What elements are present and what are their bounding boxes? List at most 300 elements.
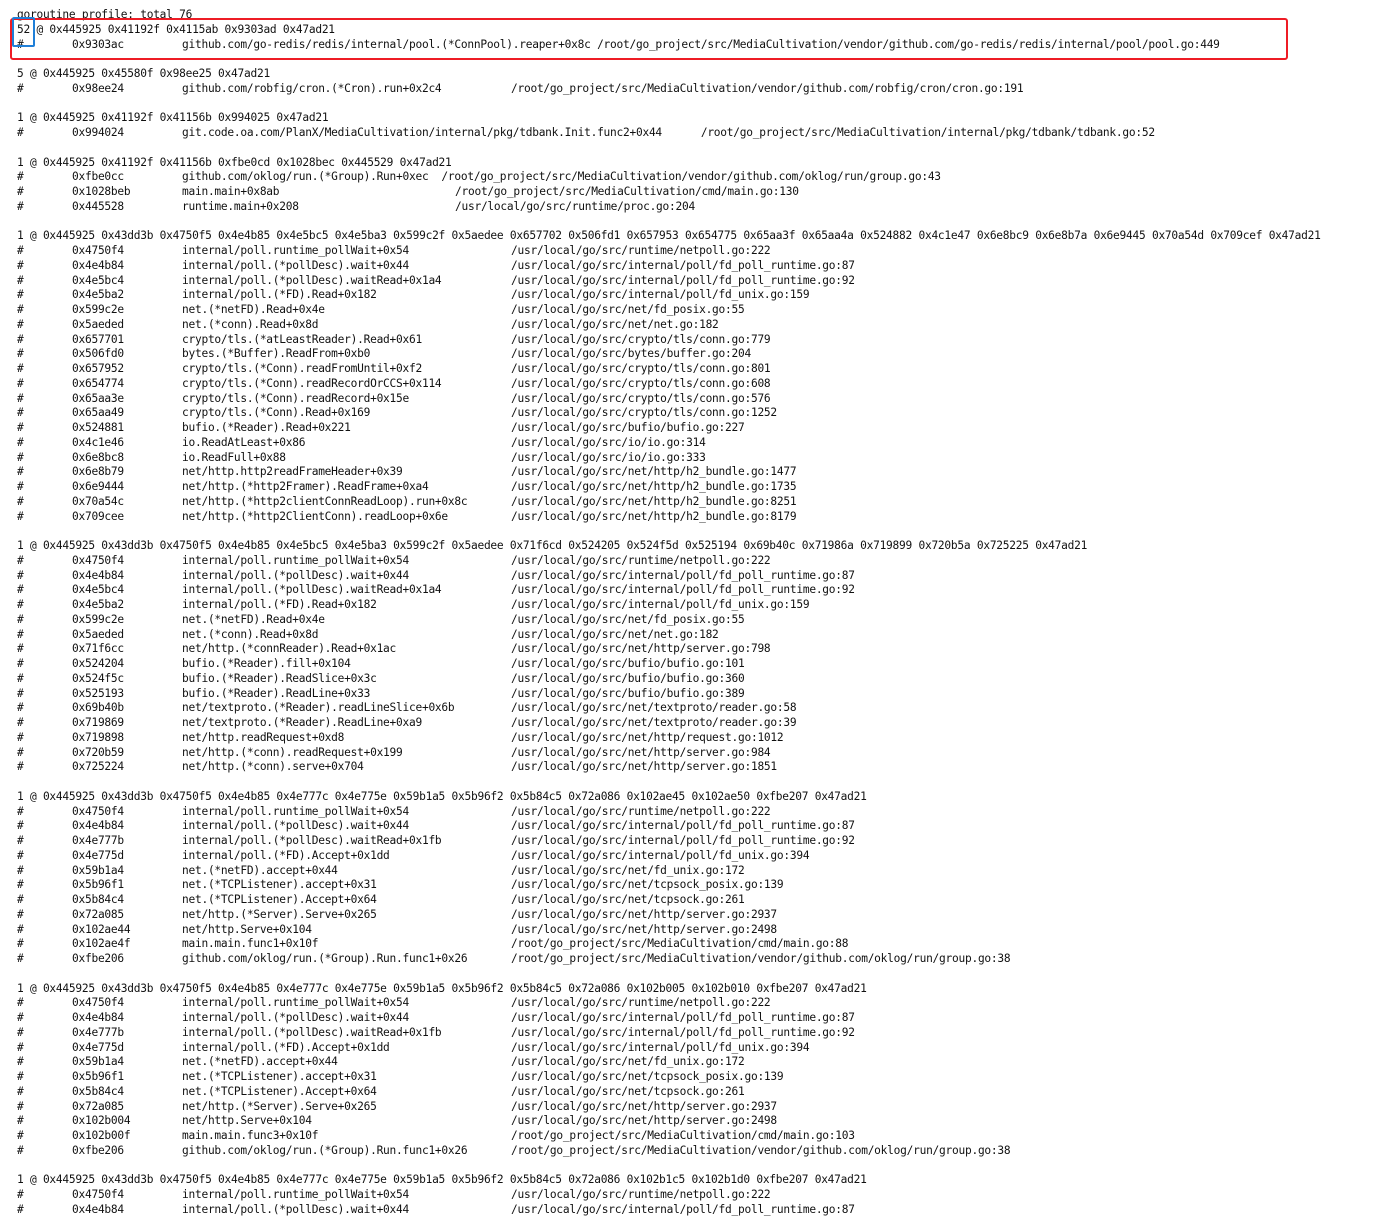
frame-function: bufio.(*Reader).ReadLine+0x33 (182, 686, 371, 700)
frame-hash: # (17, 509, 24, 523)
frame-function: net.(*conn).Read+0x8d (182, 317, 319, 331)
frame-address: 0x445528 (72, 199, 124, 213)
frame-address: 0x4750f4 (72, 553, 124, 567)
group-separator (17, 775, 1321, 790)
stack-frame-row (17, 613, 1321, 628)
frame-hash: # (17, 37, 24, 51)
stack-frame-row (17, 392, 1321, 407)
stack-frame-row (17, 1070, 1321, 1085)
frame-function: net/http.(*http2ClientConn).readLoop+0x6e (182, 509, 448, 523)
frame-address: 0x59b1a4 (72, 1055, 124, 1069)
stack-frame-row (17, 1188, 1321, 1203)
stack-frame-row (17, 1129, 1321, 1144)
frame-function: net.(*TCPListener).accept+0x31 (182, 1070, 377, 1083)
frame-address: 0x4e4b84 (72, 568, 124, 582)
frame-file-location: /root/go_project/src/MediaCultivation/vendor/github.com/robfig/cron/cron.go:191 (511, 81, 1024, 95)
frame-hash: # (17, 952, 24, 965)
goroutine-group (17, 23, 1321, 67)
frame-hash: # (17, 1070, 24, 1083)
stack-frame-row (17, 1144, 1321, 1159)
profile-text (17, 8, 1321, 1218)
frame-file-location: /usr/local/go/src/internal/poll/fd_poll_runtime.go:87 (511, 258, 855, 272)
frame-function: git.code.oa.com/PlanX/MediaCultivation/internal/pkg/tdbank.Init.func2+0x44 /root/go_project/src/MediaCultivation/internal/pkg/tdbank/tdbank.go:52 (182, 126, 1155, 139)
frame-hash: # (17, 288, 24, 302)
frame-address: 0x524204 (72, 657, 124, 670)
frame-file-location: /usr/local/go/src/net/http/server.go:798 (511, 642, 771, 656)
frame-function: internal/poll.(*pollDesc).wait+0x44 (182, 819, 409, 833)
frame-function: internal/poll.runtime_pollWait+0x54 (182, 244, 409, 257)
frame-hash: # (17, 1129, 24, 1142)
frame-file-location: /root/go_project/src/MediaCultivation/vendor/github.com/oklog/run/group.go:38 (511, 952, 1011, 965)
frame-hash: # (17, 81, 24, 95)
frame-address: 0x4750f4 (72, 244, 124, 257)
frame-address: 0x5b96f1 (72, 1070, 124, 1083)
frame-file-location: /usr/local/go/src/crypto/tls/conn.go:779 (511, 332, 771, 346)
frame-file-location: /usr/local/go/src/net/http/request.go:1012 (511, 730, 784, 744)
frame-function: bufio.(*Reader).fill+0x104 (182, 657, 351, 670)
frame-hash: # (17, 450, 24, 464)
stack-frame-row (17, 834, 1321, 849)
frame-hash: # (17, 760, 24, 774)
frame-hash: # (17, 1099, 24, 1113)
frame-file-location: /usr/local/go/src/bufio/bufio.go:101 (511, 657, 745, 670)
frame-hash: # (17, 332, 24, 346)
frame-file-location: /usr/local/go/src/bufio/bufio.go:360 (511, 671, 745, 685)
frame-function: internal/poll.(*pollDesc).waitRead+0x1fb (182, 834, 442, 847)
frame-file-location: /usr/local/go/src/crypto/tls/conn.go:608 (511, 376, 771, 390)
group-separator (17, 215, 1321, 230)
frame-hash: # (17, 465, 24, 479)
frame-function: main.main.func3+0x10f (182, 1129, 319, 1142)
frame-file-location: /usr/local/go/src/net/textproto/reader.go:39 (511, 716, 797, 729)
frame-file-location: /usr/local/go/src/net/http/h2_bundle.go:1735 (511, 480, 797, 493)
frame-function: internal/poll.(*FD).Read+0x182 (182, 598, 377, 611)
group-separator (17, 141, 1321, 156)
frame-hash: # (17, 1011, 24, 1024)
frame-function: internal/poll.(*FD).Accept+0x1dd (182, 1040, 390, 1054)
frame-function: io.ReadFull+0x88 (182, 450, 286, 464)
frame-address: 0x72a085 (72, 907, 124, 921)
stack-frame-row (17, 937, 1321, 952)
frame-address: 0x525193 (72, 686, 124, 700)
frame-hash: # (17, 1143, 24, 1157)
frame-function: github.com/oklog/run.(*Group).Run.func1+0x26 (182, 1143, 468, 1157)
frame-file-location: /usr/local/go/src/internal/poll/fd_poll_runtime.go:92 (511, 834, 855, 847)
frame-file-location: /root/go_project/src/MediaCultivation/cmd/main.go:103 (511, 1129, 855, 1142)
frame-file-location: /usr/local/go/src/crypto/tls/conn.go:801 (511, 362, 771, 375)
frame-hash: # (17, 937, 24, 951)
frame-address: 0x4e777b (72, 1025, 124, 1039)
frame-function: net/http.(*conn).readRequest+0x199 (182, 745, 403, 759)
frame-address: 0x70a54c (72, 494, 124, 508)
frame-file-location: /usr/local/go/src/net/tcpsock_posix.go:139 (511, 1070, 784, 1083)
stack-frame-row (17, 347, 1321, 362)
frame-address: 0x657952 (72, 362, 124, 375)
frame-address: 0x994024 (72, 126, 124, 139)
frame-address: 0x98ee24 (72, 81, 124, 95)
stack-frame-row (17, 451, 1321, 466)
frame-hash: # (17, 745, 24, 759)
stack-frame-row (17, 170, 1321, 185)
frame-hash: # (17, 258, 24, 272)
frame-file-location: /usr/local/go/src/net/tcpsock.go:261 (511, 893, 745, 906)
frame-function: bufio.(*Reader).ReadSlice+0x3c (182, 671, 377, 685)
stack-frame-row (17, 274, 1321, 289)
stack-frame-row (17, 731, 1321, 746)
frame-hash: # (17, 244, 24, 257)
frame-hash: # (17, 553, 24, 567)
goroutine-count-header: 1 @ 0x445925 0x43dd3b 0x4750f5 0x4e4b85 0x4e5bc5 0x4e5ba3 0x599c2f 0x5aedee 0x657702 0x506fd1 0x657953 0x654775 0x65aa3f 0x65aa4a 0x524882 0x4c1e47 0x6e8bc9 0x6e8b7a 0x6e9445 0x70a54d 0x709cef 0x47ad21 (17, 229, 1321, 243)
frame-function: internal/poll.(*pollDesc).waitRead+0x1fb (182, 1025, 442, 1039)
frame-function: net.(*netFD).Read+0x4e (182, 612, 325, 626)
stack-frame-row (17, 687, 1321, 702)
frame-file-location: /usr/local/go/src/runtime/netpoll.go:222 (511, 1188, 771, 1201)
frame-function: net.(*TCPListener).Accept+0x64 (182, 1084, 377, 1098)
frame-hash: # (17, 1188, 24, 1201)
stack-frame-row (17, 510, 1321, 525)
frame-function: net/http.(*http2Framer).ReadFrame+0xa4 (182, 480, 429, 493)
frame-function: net/textproto.(*Reader).ReadLine+0xa9 (182, 716, 422, 729)
frame-file-location: /usr/local/go/src/net/http/server.go:984 (511, 745, 771, 759)
frame-function: net/http.(*Server).Serve+0x265 (182, 1099, 377, 1113)
frame-function: net.(*TCPListener).Accept+0x64 (182, 893, 377, 906)
stack-frame-row (17, 642, 1321, 657)
frame-file-location: /root/go_project/src/MediaCultivation/cmd/main.go:130 (455, 185, 799, 198)
frame-hash: # (17, 612, 24, 626)
frame-hash: # (17, 834, 24, 847)
frame-hash: # (17, 199, 24, 213)
frame-address: 0x725224 (72, 760, 124, 774)
frame-file-location: /usr/local/go/src/io/io.go:333 (511, 450, 706, 464)
stack-frame-row (17, 628, 1321, 643)
frame-hash: # (17, 376, 24, 390)
frame-address: 0x4c1e46 (72, 435, 124, 449)
goroutine-count-header: 5 @ 0x445925 0x45580f 0x98ee25 0x47ad21 (17, 67, 270, 80)
goroutine-group (17, 1173, 1321, 1217)
stack-frame-row (17, 465, 1321, 480)
stack-frame-row (17, 495, 1321, 510)
frame-file-location: /usr/local/go/src/internal/poll/fd_poll_runtime.go:87 (511, 1202, 855, 1216)
stack-frame-row (17, 288, 1321, 303)
frame-address: 0x5aeded (72, 317, 124, 331)
frame-address: 0x4e777b (72, 834, 124, 847)
stack-frame-row (17, 746, 1321, 761)
goroutine-count-header: 1 @ 0x445925 0x43dd3b 0x4750f5 0x4e4b85 0x4e777c 0x4e775e 0x59b1a5 0x5b96f2 0x5b84c5 0x72a086 0x102ae45 0x102ae50 0xfbe207 0x47ad21 (17, 789, 867, 803)
frame-hash: # (17, 996, 24, 1010)
frame-address: 0x4e4b84 (72, 819, 124, 833)
frame-hash: # (17, 716, 24, 729)
frame-function: internal/poll.runtime_pollWait+0x54 (182, 1188, 409, 1201)
frame-file-location: /usr/local/go/src/bufio/bufio.go:389 (511, 686, 745, 700)
frame-function: github.com/go-redis/redis/internal/pool.(*ConnPool).reaper+0x8c /root/go_project/src/MediaCultivation/vendor/github.com/go-redis/redis/internal/pool/pool.go:449 (182, 37, 1220, 51)
stack-frame-row (17, 259, 1321, 274)
frame-file-location: /usr/local/go/src/internal/poll/fd_unix.go:159 (511, 288, 810, 302)
frame-address: 0x599c2e (72, 303, 124, 316)
frame-file-location: /usr/local/go/src/internal/poll/fd_poll_runtime.go:92 (511, 583, 855, 597)
frame-address: 0x4e5bc4 (72, 583, 124, 597)
frame-file-location: /usr/local/go/src/net/http/server.go:1851 (511, 760, 777, 774)
stack-frame-row (17, 421, 1321, 436)
stack-frame-row (17, 908, 1321, 923)
frame-file-location: /usr/local/go/src/net/http/server.go:2498 (511, 1114, 777, 1128)
stack-frame-row (17, 672, 1321, 687)
frame-hash: # (17, 317, 24, 331)
frame-address: 0x59b1a4 (72, 863, 124, 877)
group-separator (17, 967, 1321, 982)
frame-hash: # (17, 480, 24, 493)
frame-function: github.com/robfig/cron.(*Cron).run+0x2c4 (182, 81, 442, 95)
frame-address: 0x599c2e (72, 612, 124, 626)
frame-address: 0x9303ac (72, 37, 124, 51)
frame-file-location: /usr/local/go/src/net/fd_unix.go:172 (511, 863, 745, 877)
frame-function: net.(*netFD).Read+0x4e (182, 303, 325, 316)
stack-frame-row (17, 569, 1321, 584)
frame-address: 0x4750f4 (72, 1188, 124, 1201)
frame-function: net.(*conn).Read+0x8d (182, 627, 319, 641)
frame-file-location: /usr/local/go/src/bytes/buffer.go:204 (511, 347, 751, 361)
frame-function: net/textproto.(*Reader).readLineSlice+0x6b (182, 701, 455, 715)
frame-hash: # (17, 185, 24, 198)
frame-function: net/http.Serve+0x104 (182, 1114, 312, 1128)
frame-function: net.(*netFD).accept+0x44 (182, 863, 338, 877)
frame-function: crypto/tls.(*Conn).readFromUntil+0xf2 (182, 362, 422, 375)
frame-function: internal/poll.(*FD).Accept+0x1dd (182, 848, 390, 862)
frame-file-location: /usr/local/go/src/crypto/tls/conn.go:576 (511, 391, 771, 405)
frame-address: 0x720b59 (72, 745, 124, 759)
frame-file-location: /root/go_project/src/MediaCultivation/cmd/main.go:88 (511, 937, 849, 951)
stack-frame-row (17, 657, 1321, 672)
stack-frame-row (17, 185, 1321, 200)
group-separator (17, 524, 1321, 539)
stack-frame-row (17, 1026, 1321, 1041)
frame-hash: # (17, 347, 24, 361)
frame-function: crypto/tls.(*atLeastReader).Read+0x61 (182, 332, 422, 346)
frame-address: 0xfbe206 (72, 952, 124, 965)
frame-hash: # (17, 435, 24, 449)
frame-file-location: /usr/local/go/src/net/fd_unix.go:172 (511, 1055, 745, 1069)
frame-hash: # (17, 671, 24, 685)
frame-hash: # (17, 819, 24, 833)
frame-function: net/http.(*Server).Serve+0x265 (182, 907, 377, 921)
stack-frame-row (17, 1085, 1321, 1100)
frame-hash: # (17, 1040, 24, 1054)
stack-frame-row (17, 377, 1321, 392)
frame-file-location: /usr/local/go/src/net/net.go:182 (511, 627, 719, 641)
frame-hash: # (17, 494, 24, 508)
frame-hash: # (17, 1084, 24, 1098)
frame-hash: # (17, 391, 24, 405)
frame-address: 0x65aa49 (72, 406, 124, 420)
frame-hash: # (17, 878, 24, 892)
group-separator (17, 52, 1321, 67)
frame-address: 0x4e4b84 (72, 1011, 124, 1024)
group-separator (17, 97, 1321, 112)
frame-file-location: /usr/local/go/src/net/http/server.go:2937 (511, 907, 777, 921)
frame-address: 0xfbe0cc (72, 170, 124, 184)
frame-function: internal/poll.(*pollDesc).waitRead+0x1a4 (182, 583, 442, 597)
frame-address: 0x5aeded (72, 627, 124, 641)
frame-function: crypto/tls.(*Conn).readRecord+0x15e (182, 391, 409, 405)
frame-file-location: /usr/local/go/src/runtime/netpoll.go:222 (511, 996, 771, 1010)
stack-frame-row (17, 554, 1321, 569)
frame-function: net/http.Serve+0x104 (182, 922, 312, 936)
frame-hash: # (17, 627, 24, 641)
stack-frame-row (17, 244, 1321, 259)
frame-function: internal/poll.runtime_pollWait+0x54 (182, 804, 409, 818)
frame-address: 0x5b84c4 (72, 893, 124, 906)
frame-address: 0x102ae4f (72, 937, 131, 951)
stack-frame-row (17, 849, 1321, 864)
frame-address: 0x6e8b79 (72, 465, 124, 479)
stack-frame-row (17, 82, 1321, 97)
frame-file-location: /usr/local/go/src/crypto/tls/conn.go:1252 (511, 406, 777, 420)
frame-function: crypto/tls.(*Conn).Read+0x169 (182, 406, 371, 420)
frame-hash: # (17, 583, 24, 597)
stack-frame-row (17, 819, 1321, 834)
stack-frame-row (17, 318, 1321, 333)
frame-address: 0x65aa3e (72, 391, 124, 405)
frame-function: internal/poll.(*pollDesc).wait+0x44 (182, 1011, 409, 1024)
goroutine-groups (17, 23, 1321, 1218)
stack-frame-row (17, 996, 1321, 1011)
frame-hash: # (17, 126, 24, 139)
stack-frame-row (17, 406, 1321, 421)
frame-function: internal/poll.(*pollDesc).wait+0x44 (182, 1202, 409, 1216)
frame-address: 0x102b004 (72, 1114, 131, 1128)
frame-file-location: /usr/local/go/src/internal/poll/fd_poll_runtime.go:92 (511, 1025, 855, 1039)
frame-address: 0xfbe206 (72, 1143, 124, 1157)
frame-function: net/http.(*connReader).Read+0x1ac (182, 642, 397, 656)
frame-hash: # (17, 642, 24, 656)
goroutine-group (17, 111, 1321, 155)
frame-hash: # (17, 848, 24, 862)
frame-function: internal/poll.(*pollDesc).wait+0x44 (182, 568, 409, 582)
stack-frame-row (17, 864, 1321, 879)
stack-frame-row (17, 200, 1321, 215)
frame-hash: # (17, 273, 24, 287)
stack-frame-row (17, 1041, 1321, 1056)
frame-address: 0x719898 (72, 730, 124, 744)
frame-address: 0x4e775d (72, 848, 124, 862)
frame-hash: # (17, 303, 24, 316)
frame-address: 0x524f5c (72, 671, 124, 685)
frame-function: internal/poll.runtime_pollWait+0x54 (182, 996, 409, 1010)
frame-hash: # (17, 406, 24, 420)
stack-frame-row (17, 303, 1321, 318)
frame-file-location: /usr/local/go/src/internal/poll/fd_poll_runtime.go:87 (511, 819, 855, 833)
frame-function: io.ReadAtLeast+0x86 (182, 435, 306, 449)
goroutine-group (17, 229, 1321, 539)
stack-frame-row (17, 878, 1321, 893)
stack-frame-row (17, 952, 1321, 967)
stack-frame-row (17, 923, 1321, 938)
stack-frame-row (17, 805, 1321, 820)
frame-hash: # (17, 598, 24, 611)
frame-file-location: /usr/local/go/src/net/tcpsock.go:261 (511, 1084, 745, 1098)
frame-function: bytes.(*Buffer).ReadFrom+0xb0 (182, 347, 371, 361)
frame-file-location: /usr/local/go/src/internal/poll/fd_unix.go:394 (511, 848, 810, 862)
goroutine-group (17, 790, 1321, 982)
frame-address: 0x524881 (72, 421, 124, 434)
goroutine-group (17, 156, 1321, 230)
stack-frame-row (17, 1114, 1321, 1129)
frame-function: crypto/tls.(*Conn).readRecordOrCCS+0x114 (182, 376, 442, 390)
frame-file-location: /usr/local/go/src/net/http/server.go:2937 (511, 1099, 777, 1113)
frame-address: 0x654774 (72, 376, 124, 390)
frame-file-location: /usr/local/go/src/net/fd_posix.go:55 (511, 303, 745, 316)
goroutine-group (17, 539, 1321, 790)
frame-function: net/http.readRequest+0xd8 (182, 730, 345, 744)
frame-address: 0x4e5ba2 (72, 288, 124, 302)
frame-function: net/http.(*http2clientConnReadLoop).run+0x8c (182, 494, 468, 508)
frame-function: net.(*TCPListener).accept+0x31 (182, 878, 377, 892)
frame-address: 0x4e4b84 (72, 258, 124, 272)
frame-hash: # (17, 1025, 24, 1039)
frame-function: internal/poll.(*pollDesc).waitRead+0x1a4 (182, 273, 442, 287)
frame-function: github.com/oklog/run.(*Group).Run.func1+0x26 (182, 952, 468, 965)
stack-frame-row (17, 1011, 1321, 1026)
frame-hash: # (17, 421, 24, 434)
stack-frame-row (17, 362, 1321, 377)
frame-hash: # (17, 686, 24, 700)
frame-hash: # (17, 907, 24, 921)
frame-function: internal/poll.(*FD).Read+0x182 (182, 288, 377, 302)
frame-address: 0x4e5ba2 (72, 598, 124, 611)
frame-file-location: /usr/local/go/src/internal/poll/fd_unix.go:159 (511, 598, 810, 611)
stack-frame-row (17, 701, 1321, 716)
stack-frame-row (17, 1055, 1321, 1070)
frame-file-location: /usr/local/go/src/net/textproto/reader.go:58 (511, 701, 797, 715)
goroutine-count-header: 52 @ 0x445925 0x41192f 0x4115ab 0x9303ad 0x47ad21 (17, 22, 335, 36)
frame-function: runtime.main+0x208 (182, 199, 299, 213)
frame-file-location: /usr/local/go/src/net/http/h2_bundle.go:8251 (511, 494, 797, 508)
stack-frame-row (17, 583, 1321, 598)
frame-file-location: /usr/local/go/src/net/http/h2_bundle.go:8179 (511, 509, 797, 523)
frame-address: 0x657701 (72, 332, 124, 346)
frame-address: 0x4e775d (72, 1040, 124, 1054)
frame-address: 0x709cee (72, 509, 124, 523)
frame-function: bufio.(*Reader).Read+0x221 (182, 421, 351, 434)
frame-hash: # (17, 804, 24, 818)
frame-file-location: /usr/local/go/src/net/http/h2_bundle.go:1477 (511, 465, 797, 479)
frame-address: 0x69b40b (72, 701, 124, 715)
frame-function: internal/poll.runtime_pollWait+0x54 (182, 553, 409, 567)
frame-hash: # (17, 730, 24, 744)
frame-address: 0x6e8bc8 (72, 450, 124, 464)
frame-file-location: /usr/local/go/src/runtime/netpoll.go:222 (511, 553, 771, 567)
frame-file-location: /usr/local/go/src/internal/poll/fd_poll_runtime.go:92 (511, 273, 855, 287)
frame-address: 0x1028beb (72, 185, 131, 198)
frame-hash: # (17, 922, 24, 936)
frame-hash: # (17, 863, 24, 877)
frame-hash: # (17, 893, 24, 906)
frame-hash: # (17, 568, 24, 582)
frame-file-location: /usr/local/go/src/internal/poll/fd_poll_runtime.go:87 (511, 568, 855, 582)
stack-frame-row (17, 38, 1321, 53)
frame-hash: # (17, 1055, 24, 1069)
frame-address: 0x102ae44 (72, 922, 131, 936)
frame-function: internal/poll.(*pollDesc).wait+0x44 (182, 258, 409, 272)
frame-address: 0x5b96f1 (72, 878, 124, 892)
frame-function: net/http.http2readFrameHeader+0x39 (182, 465, 403, 479)
frame-function: main.main+0x8ab (182, 185, 280, 198)
frame-address: 0x4e4b84 (72, 1202, 124, 1216)
frame-file-location: /usr/local/go/src/net/http/server.go:2498 (511, 922, 777, 936)
frame-address: 0x102b00f (72, 1129, 131, 1142)
frame-file-location: /usr/local/go/src/runtime/proc.go:204 (455, 199, 695, 213)
frame-address: 0x5b84c4 (72, 1084, 124, 1098)
frame-hash: # (17, 1202, 24, 1216)
